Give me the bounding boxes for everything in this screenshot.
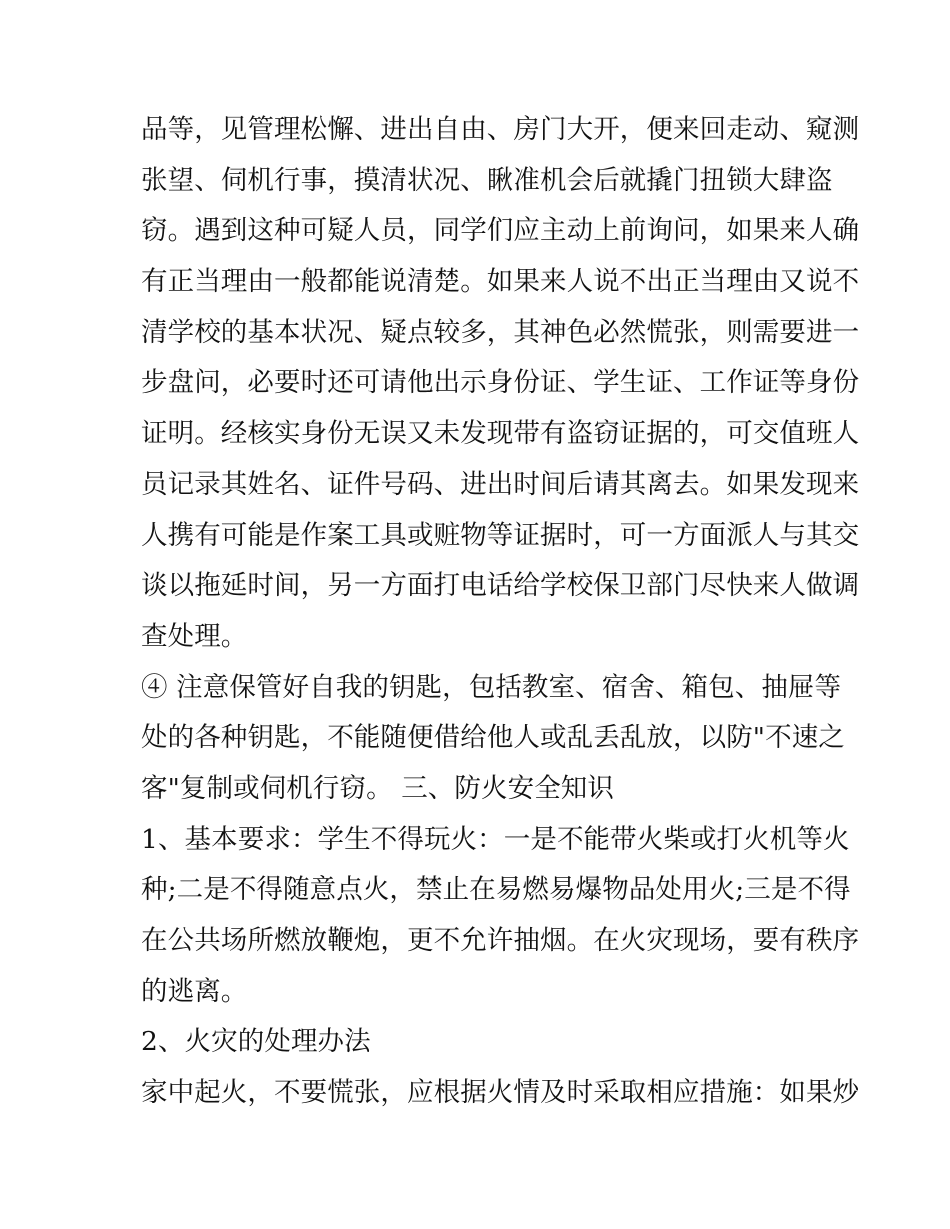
document-page bbox=[141, 105, 860, 1119]
text-line: 步盘问，必要时还可请他出示身份证、学生证、工作证等身份 bbox=[141, 367, 860, 399]
text-line: 员记录其姓名、证件号码、进出时间后请其离去。如果发现来 bbox=[141, 468, 860, 500]
section-heading-fire-safety: 客"复制或伺机行窃。 三、防火安全知识 bbox=[141, 772, 615, 804]
text-line: 张望、伺机行事，摸清状况、瞅准机会后就撬门扭锁大肆盗 bbox=[141, 164, 833, 196]
text-line: 窃。遇到这种可疑人员，同学们应主动上前询问，如果来人确 bbox=[141, 215, 860, 247]
text-line: 人携有可能是作案工具或赃物等证据时，可一方面派人与其交 bbox=[141, 519, 860, 551]
text-line: 的逃离。 bbox=[141, 975, 248, 1007]
basic-requirements-item: 1、基本要求：学生不得玩火：一是不能带火柴或打火机等火 bbox=[141, 823, 850, 855]
text-line: 处的各种钥匙，不能随便借给他人或乱丢乱放，以防"不速之 bbox=[141, 722, 845, 754]
text-line: 家中起火，不要慌张，应根据火情及时采取相应措施：如果炒 bbox=[141, 1077, 860, 1109]
list-item-key-safety: ④ 注意保管好自我的钥匙，包括教室、宿舍、箱包、抽屉等 bbox=[141, 671, 842, 703]
text-line: 谈以拖延时间，另一方面打电话给学校保卫部门尽快来人做调 bbox=[141, 570, 860, 602]
text-line: 种;二是不得随意点火，禁止在易燃易爆物品处用火;三是不得 bbox=[141, 874, 851, 906]
text-line: 查处理。 bbox=[141, 620, 248, 652]
text-line: 清学校的基本状况、疑点较多，其神色必然慌张，则需要进一 bbox=[141, 316, 860, 348]
text-line: 有正当理由一般都能说清楚。如果来人说不出正当理由又说不 bbox=[141, 266, 860, 298]
text-line: 在公共场所燃放鞭炮，更不允许抽烟。在火灾现场，要有秩序 bbox=[141, 925, 860, 956]
text-line: 品等，见管理松懈、进出自由、房门大开，便来回走动、窥测 bbox=[141, 114, 860, 145]
text-line: 证明。经核实身份无误又未发现带有盗窃证据的，可交值班人 bbox=[141, 418, 860, 450]
subheading-fire-handling: 2、火灾的处理办法 bbox=[141, 1026, 371, 1058]
